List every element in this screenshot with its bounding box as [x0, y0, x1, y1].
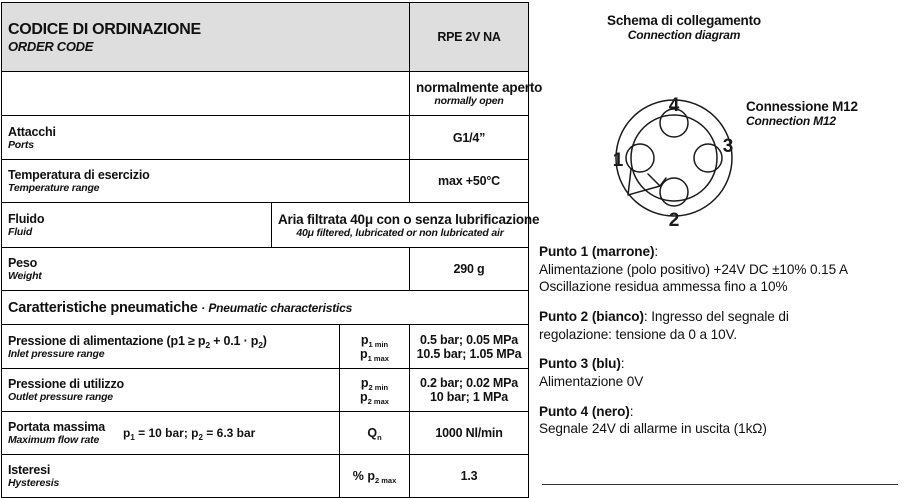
symbol-p2-min: $p_{2 min}$ — [360, 376, 389, 392]
table-row-section-title — [2, 291, 529, 325]
table-row — [2, 325, 529, 369]
table-row — [2, 72, 529, 116]
specifications-table — [1, 2, 543, 498]
table-row — [2, 116, 529, 160]
m12-connector-diagram-icon — [604, 82, 744, 234]
temperature-label-cell — [2, 160, 410, 203]
inlet-pressure-max-value: 10.5 bar; 1.05 MPa — [416, 346, 522, 361]
temperature-value: max +50°C — [410, 160, 529, 203]
table-row — [2, 369, 529, 412]
pin-note-3-colon: : — [620, 356, 625, 372]
order-code-value: RPE 2V NA — [410, 3, 529, 72]
flow-rate-label-en: Maximum flow rate — [8, 434, 100, 446]
pin-note-4-line-1: Segnale 24V di allarme in uscita (1kΩ) — [539, 421, 767, 437]
pneumatic-section-cell — [2, 291, 529, 325]
outlet-pressure-label-it: Pressione di utilizzo — [8, 377, 124, 391]
outlet-pressure-value-cell — [410, 369, 529, 412]
weight-label-cell — [2, 248, 410, 291]
hysteresis-label-en: Hysteresis — [8, 477, 60, 489]
outlet-pressure-label-cell — [2, 369, 340, 412]
inlet-pressure-label-en: Inlet pressure range — [8, 347, 105, 360]
inlet-pressure-label-it: Pressione di alimentazione $(p1 \ge p_2 + 0.1 \cdot p_2)$ — [8, 333, 267, 350]
fluid-value-cell — [272, 203, 540, 248]
outlet-pressure-min-value: 0.2 bar; 0.02 MPa — [419, 376, 519, 390]
connector-inner-circle — [631, 115, 717, 201]
connector-outer-circle — [616, 100, 732, 216]
order-code-header-cell — [2, 3, 410, 72]
flow-rate-condition: $p_1 = 10$ bar; $p_2 = 6.3$ bar — [123, 426, 256, 442]
symbol-p1-min: $p_{1 min}$ — [360, 332, 389, 349]
pin-note-4-title: Punto 4 (nero) — [539, 403, 630, 419]
fluid-label-cell — [2, 203, 272, 248]
fluid-label-it: Fluido — [8, 212, 45, 226]
fluid-label-en: Fluid — [8, 226, 33, 238]
table-row-header — [2, 3, 529, 72]
symbol-percent-prefix: % — [352, 469, 368, 483]
hysteresis-label-it: Isteresi — [8, 463, 51, 477]
weight-label-en: Weight — [8, 270, 42, 282]
pin-notes-list — [539, 243, 904, 450]
fluid-value-en: 40μ filtered, lubricated or non lubricated air — [296, 226, 504, 239]
table-row — [2, 203, 529, 248]
normally-open-en: normally open — [434, 95, 504, 107]
m12-label-it: Connessione M12 — [746, 99, 858, 114]
m12-connection-label — [746, 99, 858, 128]
hysteresis-value: 1.3 — [410, 455, 529, 498]
hysteresis-label-cell — [2, 455, 340, 498]
inlet-pressure-symbol-cell — [340, 325, 410, 369]
pin-note-3 — [539, 355, 904, 390]
symbol-qn: Q — [367, 426, 378, 440]
inlet-pressure-min-value: 0.5 bar; 0.05 MPa — [419, 332, 519, 347]
ports-label-en: Ports — [8, 138, 34, 151]
order-code-title-it: CODICE DI ORDINAZIONE — [8, 20, 201, 38]
pin-note-1-line-1: Alimentazione (polo positivo) +24V DC ±10% 0.15 A — [539, 261, 848, 277]
pin-note-1-colon: : — [654, 244, 659, 259]
pin-note-1-line-2: Oscillazione residua ammessa fino a 10% — [539, 279, 788, 295]
pin-label-3: 3 — [722, 136, 734, 157]
pin-note-3-line-1: Alimentazione 0V — [539, 374, 644, 390]
pneumatic-section-title-en: Pneumatic characteristics — [208, 300, 353, 315]
pin-hole-2 — [660, 178, 688, 206]
ports-label-cell — [2, 116, 410, 160]
pin-hole-3 — [694, 144, 722, 172]
flow-rate-symbol-cell: $Q_n$ — [340, 412, 410, 455]
m12-label-en: Connection M12 — [746, 114, 836, 128]
flow-rate-label-cell — [2, 412, 340, 455]
inlet-pressure-label-cell — [2, 325, 340, 369]
blank-label-cell — [2, 72, 410, 116]
connection-panel — [534, 0, 904, 494]
outlet-pressure-symbol-cell — [340, 369, 410, 412]
pin-note-2-inline: Ingresso del segnale di — [647, 309, 789, 325]
outlet-pressure-label-en: Outlet pressure range — [8, 391, 113, 403]
inlet-pressure-value-cell — [410, 325, 529, 369]
normally-open-it: normalmente aperto — [416, 80, 543, 95]
pin-label-1: 1 — [612, 150, 624, 171]
ports-label-it: Attacchi — [8, 124, 56, 139]
pin-note-1 — [539, 243, 904, 296]
flow-rate-label-it: Portata massima — [8, 420, 106, 434]
pin-note-4-colon: : — [629, 403, 634, 419]
diagram-title — [534, 13, 834, 42]
order-code-title-en: ORDER CODE — [8, 38, 94, 54]
symbol-p2-max: $p_{2 max}$ — [360, 390, 389, 406]
temperature-label-en: Temperature range — [8, 182, 100, 194]
weight-value: 290 g — [410, 248, 529, 291]
pin-note-4 — [539, 403, 904, 438]
hysteresis-symbol-cell: % $p_{2 max}$ — [340, 455, 410, 498]
pin-note-1-title: Punto 1 (marrone) — [539, 244, 655, 259]
weight-label-it: Peso — [8, 256, 38, 270]
pneumatic-section-title-it: Caratteristiche pneumatiche — [8, 299, 198, 316]
ports-value: G1/4” — [410, 116, 529, 160]
pin-label-4: 4 — [668, 95, 680, 116]
diagram-title-it: Schema di collegamento — [607, 13, 761, 28]
temperature-label-it: Temperatura di esercizio — [8, 168, 150, 182]
table-row — [2, 455, 529, 498]
section-divider — [542, 484, 898, 485]
pin-note-2-colon: : — [643, 309, 648, 325]
table-row — [2, 248, 529, 291]
table-row-highlighted — [2, 412, 529, 455]
pin-label-2: 2 — [668, 210, 680, 231]
flow-rate-value: 1000 Nl/min — [410, 412, 529, 455]
pin-note-3-title: Punto 3 (blu) — [539, 356, 621, 372]
pin-note-2-title: Punto 2 (bianco) — [539, 309, 644, 325]
pin-note-2-line-1: regolazione: tensione da 0 a 10V. — [539, 326, 737, 342]
pin-hole-1 — [626, 144, 654, 172]
table-row — [2, 160, 529, 203]
symbol-p1-max: $p_{1 max}$ — [360, 346, 389, 363]
pin-note-2 — [539, 308, 904, 343]
pneumatic-section-sep: · — [201, 300, 205, 315]
diagram-title-en: Connection diagram — [627, 28, 741, 42]
outlet-pressure-max-value: 10 bar; 1 MPa — [430, 390, 508, 404]
normally-open-cell — [410, 72, 543, 116]
fluid-value-it: Aria filtrata 40μ con o senza lubrificazione — [278, 211, 540, 227]
